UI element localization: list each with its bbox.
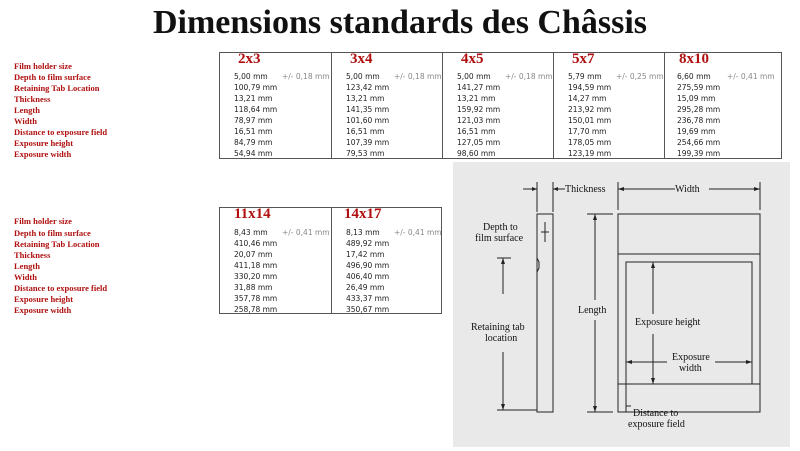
column-header: 4x5 xyxy=(461,51,484,67)
table-cell: 8,13 mm xyxy=(346,228,380,237)
table-cell: 26,49 mm xyxy=(346,283,385,292)
table-cell: 178,05 mm xyxy=(568,138,612,147)
table-cell: 123,19 mm xyxy=(568,149,612,158)
table-cell: 5,00 mm xyxy=(346,72,380,81)
retaining-tab-label-line1: Retaining tab xyxy=(471,322,525,333)
table-cell: 350,67 mm xyxy=(346,305,390,314)
table-cell: 123,42 mm xyxy=(346,83,390,92)
table-cell: 121,03 mm xyxy=(457,116,501,125)
table-column-11x14 xyxy=(220,208,331,313)
table-cell: 199,39 mm xyxy=(677,149,721,158)
front-view-shape xyxy=(618,214,760,412)
table-cell: 17,70 mm xyxy=(568,127,607,136)
table-cell: 79,53 mm xyxy=(346,149,385,158)
row-label: Width xyxy=(14,116,37,126)
table-column-5x7 xyxy=(553,53,664,158)
table-cell: 13,21 mm xyxy=(234,94,273,103)
tolerance: +/- 0,25 mm xyxy=(616,72,664,81)
distance-label-line2: exposure field xyxy=(628,419,685,430)
table-column-4x5 xyxy=(442,53,553,158)
row-label: Length xyxy=(14,261,40,271)
table-cell: 31,88 mm xyxy=(234,283,273,292)
row-label: Film holder size xyxy=(14,61,72,71)
table-cell: 141,35 mm xyxy=(346,105,390,114)
retaining-tab-label-line2: location xyxy=(485,333,518,344)
tolerance: +/- 0,41 mm xyxy=(727,72,775,81)
column-header: 2x3 xyxy=(238,51,261,67)
row-label: Thickness xyxy=(14,94,51,104)
table-cell: 5,00 mm xyxy=(457,72,491,81)
table-cell: 5,00 mm xyxy=(234,72,268,81)
row-label: Film holder size xyxy=(14,216,72,226)
depth-label-line2: film surface xyxy=(475,233,524,244)
table-column-3x4 xyxy=(331,53,442,158)
table-cell: 433,37 mm xyxy=(346,294,390,303)
table-column-14x17 xyxy=(331,208,441,313)
table-cell: 141,27 mm xyxy=(457,83,501,92)
row-label: Depth to film surface xyxy=(14,72,91,82)
table-cell: 357,78 mm xyxy=(234,294,278,303)
width-label: Width xyxy=(675,184,700,195)
diagram-drawing xyxy=(453,162,790,447)
thickness-label: Thickness xyxy=(565,184,606,195)
table-cell: 107,39 mm xyxy=(346,138,390,147)
table-cell: 127,05 mm xyxy=(457,138,501,147)
row-label: Exposure width xyxy=(14,149,72,159)
column-header: 11x14 xyxy=(234,206,271,222)
table-cell: 213,92 mm xyxy=(568,105,612,114)
table-cell: 330,20 mm xyxy=(234,272,278,281)
table-cell: 78,97 mm xyxy=(234,116,273,125)
tolerance: +/- 0,18 mm xyxy=(394,72,442,81)
exposure-height-label: Exposure height xyxy=(635,317,701,328)
table-cell: 275,59 mm xyxy=(677,83,721,92)
column-header: 5x7 xyxy=(572,51,595,67)
table-cell: 13,21 mm xyxy=(457,94,496,103)
row-label: Exposure height xyxy=(14,138,74,148)
table-cell: 5,79 mm xyxy=(568,72,602,81)
dimensions-table-1 xyxy=(219,52,782,159)
table-cell: 254,66 mm xyxy=(677,138,721,147)
table-column-2x3 xyxy=(220,53,331,158)
table-cell: 20,07 mm xyxy=(234,250,273,259)
table-cell: 496,90 mm xyxy=(346,261,390,270)
table-cell: 410,46 mm xyxy=(234,239,278,248)
tolerance: +/- 0,18 mm xyxy=(505,72,553,81)
table-cell: 16,51 mm xyxy=(234,127,273,136)
table-cell: 17,42 mm xyxy=(346,250,385,259)
table-cell: 406,40 mm xyxy=(346,272,390,281)
table-cell: 84,79 mm xyxy=(234,138,273,147)
tolerance: +/- 0,41 mm xyxy=(394,228,442,237)
row-label: Exposure height xyxy=(14,294,74,304)
table-cell: 6,60 mm xyxy=(677,72,711,81)
row-label: Distance to exposure field xyxy=(14,127,108,137)
table-cell: 54,94 mm xyxy=(234,149,273,158)
table-cell: 13,21 mm xyxy=(346,94,385,103)
row-label: Thickness xyxy=(14,250,51,260)
table-cell: 295,28 mm xyxy=(677,105,721,114)
exposure-width-label-line1: Exposure xyxy=(672,352,710,363)
depth-label-line1: Depth to xyxy=(483,222,518,233)
table-cell: 150,01 mm xyxy=(568,116,612,125)
dimensions-table-2 xyxy=(219,207,442,314)
table-column-8x10 xyxy=(664,53,781,158)
column-header: 8x10 xyxy=(679,51,709,67)
row-label: Retaining Tab Location xyxy=(14,239,100,249)
column-header: 3x4 xyxy=(350,51,373,67)
row-label: Distance to exposure field xyxy=(14,283,108,293)
table-cell: 16,51 mm xyxy=(457,127,496,136)
table-cell: 101,60 mm xyxy=(346,116,390,125)
length-label: Length xyxy=(578,305,607,316)
row-label: Length xyxy=(14,105,40,115)
film-holder-diagram xyxy=(453,162,790,447)
table-cell: 411,18 mm xyxy=(234,261,278,270)
row-label: Retaining Tab Location xyxy=(14,83,100,93)
table-cell: 16,51 mm xyxy=(346,127,385,136)
table-cell: 118,64 mm xyxy=(234,105,278,114)
tolerance: +/- 0,18 mm xyxy=(282,72,330,81)
column-header: 14x17 xyxy=(344,206,382,222)
table-cell: 489,92 mm xyxy=(346,239,390,248)
table-cell: 258,78 mm xyxy=(234,305,278,314)
table-cell: 8,43 mm xyxy=(234,228,268,237)
table-cell: 98,60 mm xyxy=(457,149,496,158)
row-label: Exposure width xyxy=(14,305,72,315)
exposure-width-label-line2: width xyxy=(679,363,702,374)
side-profile-shape xyxy=(537,214,553,412)
row-label: Width xyxy=(14,272,37,282)
table-cell: 19,69 mm xyxy=(677,127,716,136)
table-cell: 159,92 mm xyxy=(457,105,501,114)
tolerance: +/- 0,41 mm xyxy=(282,228,330,237)
table-cell: 100,79 mm xyxy=(234,83,278,92)
table-cell: 14,27 mm xyxy=(568,94,607,103)
row-label: Depth to film surface xyxy=(14,228,91,238)
page-title: Dimensions standards des Châssis xyxy=(152,4,648,41)
table-cell: 15,09 mm xyxy=(677,94,716,103)
distance-label-line1: Distance to xyxy=(633,408,679,419)
table-cell: 236,78 mm xyxy=(677,116,721,125)
table-cell: 194,59 mm xyxy=(568,83,612,92)
